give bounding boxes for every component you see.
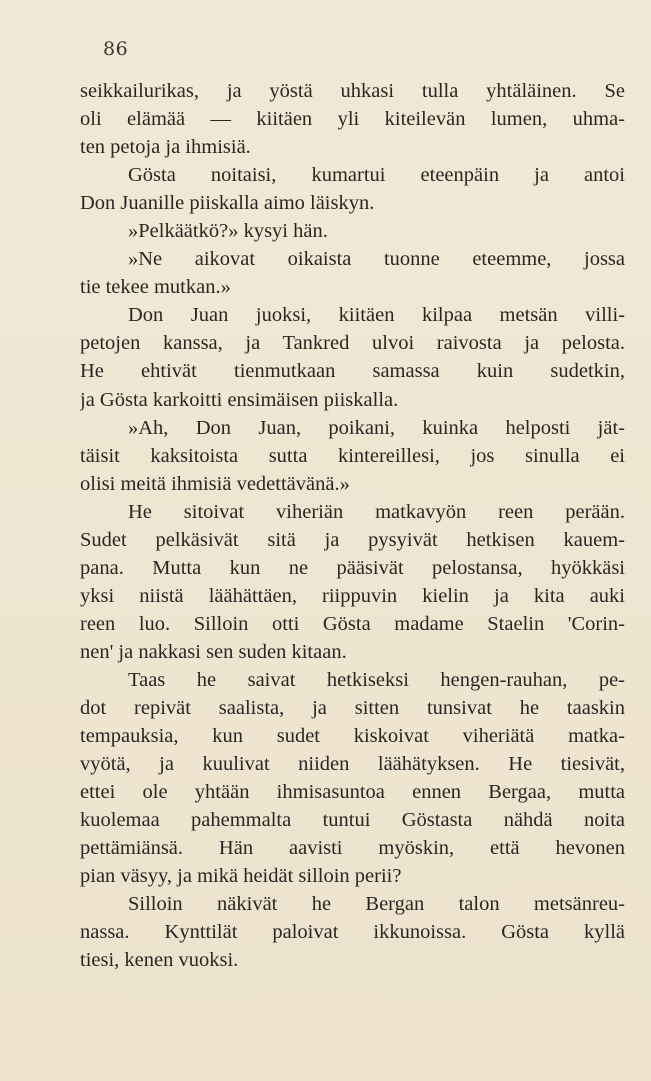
text-line: kuolemaa pahemmalta tuntui Göstasta nähdä noita bbox=[80, 809, 625, 832]
text-line: »Ne aikovat oikaista tuonne eteemme, jossa bbox=[128, 248, 625, 271]
text-line: nassa. Kynttilät paloivat ikkunoissa. Gösta kyllä bbox=[80, 921, 625, 944]
text-line: yksi niistä läähättäen, riippuvin kielin ja kita auki bbox=[80, 584, 625, 607]
text-line: nen' ja nakkasi sen suden kitaan. bbox=[80, 640, 347, 663]
text-line: petojen kanssa, ja Tankred ulvoi raivosta ja pelosta. bbox=[80, 332, 625, 355]
text-line: Gösta noitaisi, kumartui eteenpäin ja antoi bbox=[128, 164, 625, 187]
text-line: »Pelkäätkö?» kysyi hän. bbox=[128, 220, 328, 243]
text-line: reen luo. Silloin otti Gösta madame Staelin 'Corin- bbox=[80, 612, 625, 635]
text-line: oli elämää — kiitäen yli kiteilevän lumen, uhma- bbox=[80, 108, 625, 131]
text-line: Sudet pelkäsivät sitä ja pysyivät hetkisen kauem- bbox=[80, 528, 625, 551]
text-line: Silloin näkivät he Bergan talon metsänreu- bbox=[128, 893, 625, 916]
text-line: ja Gösta karkoitti ensimäisen piiskalla. bbox=[80, 388, 399, 411]
text-line: pian väsyy, ja mikä heidät silloin perii? bbox=[80, 865, 402, 888]
text-line: He ehtivät tienmutkaan samassa kuin sudetkin, bbox=[80, 360, 625, 383]
text-line: vyötä, ja kuulivat niiden läähätyksen. He tiesivät, bbox=[80, 753, 625, 776]
text-line: tiesi, kenen vuoksi. bbox=[80, 949, 239, 972]
text-line: Don Juanille piiskalla aimo läiskyn. bbox=[80, 192, 375, 215]
text-line: ettei ole yhtään ihmisasuntoa ennen Bergaa, mutta bbox=[80, 781, 625, 804]
text-line: dot repivät saalista, ja sitten tunsivat he taaskin bbox=[80, 697, 625, 720]
text-line: »Ah, Don Juan, poikani, kuinka helposti jät- bbox=[128, 416, 625, 439]
text-line: olisi meitä ihmisiä vedettävänä.» bbox=[80, 472, 350, 495]
text-line: täisit kaksitoista sutta kintereillesi, jos sinulla ei bbox=[80, 444, 625, 467]
text-line: tempauksia, kun sudet kiskoivat viheriätä matka- bbox=[80, 725, 625, 748]
text-line: ten petoja ja ihmisiä. bbox=[80, 136, 251, 159]
text-line: Taas he saivat hetkiseksi hengen-rauhan, pe- bbox=[128, 668, 625, 691]
text-line: Don Juan juoksi, kiitäen kilpaa metsän villi- bbox=[128, 304, 625, 327]
page-number: 86 bbox=[103, 38, 129, 60]
text-line: tie tekee mutkan.» bbox=[80, 276, 231, 299]
text-line: seikkailurikas, ja yöstä uhkasi tulla yhtäläinen. Se bbox=[80, 80, 625, 102]
body-text bbox=[80, 77, 625, 975]
text-line: pettämiänsä. Hän aavisti myöskin, että hevonen bbox=[80, 837, 625, 860]
text-line: He sitoivat viheriän matkavyön reen perään. bbox=[128, 500, 625, 523]
text-line: pana. Mutta kun ne pääsivät pelostansa, hyökkäsi bbox=[80, 556, 625, 579]
